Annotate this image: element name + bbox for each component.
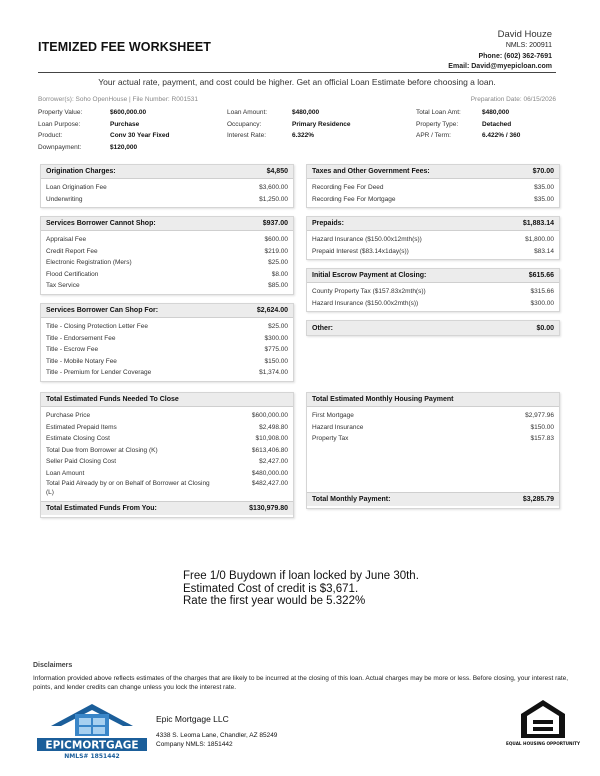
- list-item: Credit Report Fee $219.00: [46, 247, 288, 255]
- loan-amount: $480,000: [292, 109, 320, 116]
- loan-purpose-label: Loan Purpose:: [38, 120, 81, 128]
- list-item: Recording Fee For Mortgage $35.00: [312, 195, 554, 203]
- occupancy: Primary Residence: [292, 120, 351, 128]
- epic-mortgage-logo: [33, 700, 151, 760]
- list-item: Total Paid Already by or on Behalf of Borrower at Closing (L) $482,427.00: [46, 480, 288, 496]
- list-item: Loan Origination Fee $3,600.00: [46, 184, 288, 191]
- loan-estimate-warning: Your actual rate, payment, and cost could be higher. Get an official Loan Estimate before choosing a loan.: [98, 77, 496, 87]
- list-item: Property Tax $157.83: [312, 435, 554, 442]
- downpayment-label: Downpayment:: [38, 143, 82, 151]
- preparation-date: Preparation Date: 06/15/2026: [470, 96, 556, 103]
- list-item: Title - Premium for Lender Coverage $1,374.00: [46, 369, 288, 376]
- escrow-box: [306, 268, 560, 312]
- list-item: Loan Amount $480,000.00: [46, 469, 288, 477]
- list-item: County Property Tax ($157.83x2mth(s)) $315.66: [312, 288, 554, 295]
- company-info: [156, 714, 277, 749]
- loan-amount-label: Loan Amount:: [227, 109, 268, 116]
- other-header: Other: $0.00: [307, 321, 559, 335]
- list-item: Hazard Insurance $150.00: [312, 423, 554, 431]
- funds-footer: Total Estimated Funds From You: $130,979.80: [41, 501, 293, 515]
- list-item: Purchase Price $600,000.00: [46, 412, 288, 419]
- product-label: Product:: [38, 132, 63, 139]
- list-item: Title - Mobile Notary Fee $150.00: [46, 357, 288, 365]
- buydown-note: Free 1/0 Buydown if loan locked by June 30th. Estimated Cost of credit is $3,671. Rate the first year would be 5.322%: [183, 570, 419, 607]
- other-box: [306, 320, 560, 336]
- property-type: Detached: [482, 120, 512, 128]
- list-item: Title - Escrow Fee $775.00: [46, 346, 288, 353]
- list-item: Recording Fee For Deed $35.00: [312, 184, 554, 191]
- total-loan-amt: $480,000: [482, 109, 510, 116]
- officer-email[interactable]: Email: David@myepicloan.com: [448, 63, 552, 70]
- escrow-header: Initial Escrow Payment at Closing: $615.66: [307, 269, 559, 283]
- list-item: Prepaid Interest ($83.14x1day(s)) $83.14: [312, 247, 554, 255]
- taxes-fees-box: [306, 164, 560, 208]
- can-shop-header: Services Borrower Can Shop For: $2,624.00: [41, 304, 293, 318]
- funds-to-close-box: [40, 392, 294, 518]
- can-shop-box: [40, 303, 294, 382]
- interest-rate: 6.322%: [292, 132, 315, 139]
- total-loan-amt-label: Total Loan Amt:: [416, 109, 461, 116]
- apr-term-label: APR / Term:: [416, 132, 451, 139]
- loan-purpose: Purchase: [110, 120, 140, 128]
- officer-name: David Houze: [497, 29, 552, 40]
- funds-header: Total Estimated Funds Needed To Close: [41, 393, 293, 407]
- monthly-payment-box: [306, 392, 560, 509]
- property-type-label: Property Type:: [416, 120, 459, 128]
- list-item: Title - Closing Protection Letter Fee $25.00: [46, 323, 288, 330]
- company-name: Epic Mortgage LLC: [156, 714, 229, 724]
- loan-officer-contact: [448, 28, 552, 73]
- company-nmls: Company NMLS: 1851442: [156, 741, 233, 748]
- downpayment: $120,000: [110, 143, 138, 151]
- list-item: Appraisal Fee $600.00: [46, 236, 288, 243]
- list-item: Electronic Registration (Mers) $25.00: [46, 259, 288, 266]
- disclaimer-title: Disclaimers: [33, 662, 73, 669]
- list-item: Estimated Prepaid Items $2,498.80: [46, 423, 288, 431]
- officer-nmls: NMLS: 200911: [505, 42, 552, 49]
- monthly-header: Total Estimated Monthly Housing Payment: [307, 393, 559, 407]
- page-title: ITEMIZED FEE WORKSHEET: [38, 40, 212, 54]
- list-item: Hazard Insurance ($150.00x12mth(s)) $1,800.00: [312, 236, 554, 243]
- cannot-shop-box: [40, 216, 294, 295]
- monthly-footer: Total Monthly Payment: $3,285.79: [307, 492, 559, 506]
- prepaids-header: Prepaids: $1,883.14: [307, 217, 559, 231]
- list-item: Seller Paid Closing Cost $2,427.00: [46, 458, 288, 465]
- property-value-label: Property Value:: [38, 109, 83, 116]
- list-item: Title - Endorsement Fee $300.00: [46, 334, 288, 342]
- list-item: Total Due from Borrower at Closing (K) $613,406.80: [46, 446, 288, 454]
- interest-rate-label: Interest Rate:: [227, 132, 267, 139]
- equal-housing-opportunity-icon: [506, 698, 580, 750]
- product: Conv 30 Year Fixed: [110, 132, 170, 139]
- taxes-header: Taxes and Other Government Fees: $70.00: [307, 165, 559, 179]
- borrower-line: Borrower(s): Soho OpenHouse | File Number: R001531: [38, 96, 198, 103]
- origination-header: Origination Charges: $4,850: [41, 165, 293, 179]
- list-item: Underwriting $1,250.00: [46, 195, 288, 203]
- company-address: 4338 S. Leoma Lane, Chandler, AZ 85249: [156, 732, 278, 739]
- list-item: First Mortgage $2,977.96: [312, 412, 554, 419]
- loan-info-col2: [227, 107, 351, 142]
- logo-nmls: NMLS# 1851442: [64, 753, 120, 760]
- cannot-shop-header: Services Borrower Cannot Shop: $937.00: [41, 217, 293, 231]
- list-item: Tax Service $85.00: [46, 282, 288, 289]
- loan-info-col1: [38, 107, 170, 153]
- prepaids-box: [306, 216, 560, 260]
- list-item: Estimate Closing Cost $10,908.00: [46, 435, 288, 442]
- occupancy-label: Occupancy:: [227, 120, 262, 128]
- disclaimer-text: Information provided above reflects estimates of the charges that are likely to be incurred at the closing of this loan. Actual charges may be more or less. Before closing, your interest rate, points, and lender credits can change unless you lock the interest rate.: [33, 675, 569, 691]
- property-value: $600,000.00: [110, 109, 147, 116]
- eho-label: EQUAL HOUSING OPPORTUNITY: [506, 741, 580, 746]
- officer-phone: Phone: (602) 362-7691: [478, 52, 552, 60]
- header-divider: [38, 72, 556, 73]
- list-item: Flood Certification $8.00: [46, 270, 288, 278]
- apr-term: 6.422% / 360: [482, 132, 521, 139]
- origination-charges-box: [40, 164, 294, 208]
- list-item: Hazard Insurance ($150.00x2mth(s)) $300.00: [312, 299, 554, 307]
- logo-wordmark: EPICMORTGAGE: [45, 739, 139, 752]
- loan-info-col3: [416, 107, 520, 142]
